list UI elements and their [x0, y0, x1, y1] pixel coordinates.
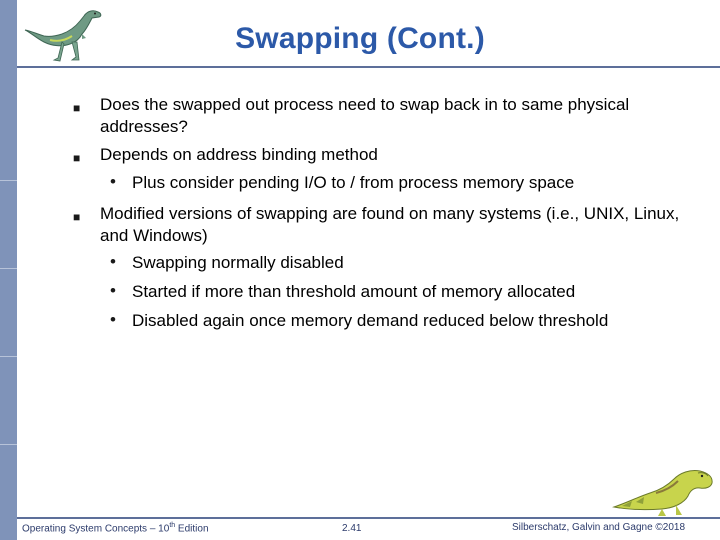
sub-bullet-text: Plus consider pending I/O to / from process memory space — [132, 173, 575, 192]
bullet-item — [73, 144, 680, 166]
sub-bullet-text: Started if more than threshold amount of memory allocated — [132, 282, 576, 301]
square-bullet-icon: ■ — [73, 151, 81, 165]
sub-bullet-item — [110, 252, 692, 274]
slide-title: Swapping (Cont.) — [235, 22, 485, 55]
dot-bullet-icon: • — [110, 252, 116, 271]
sub-bullet-text: Disabled again once memory demand reduced below threshold — [132, 311, 609, 330]
footer-page-number: 2.41 — [342, 523, 362, 534]
dot-bullet-icon: • — [110, 310, 116, 329]
dinosaur-mascot-icon — [612, 463, 716, 517]
footer-book-title: Operating System Concepts – 10th Edition — [22, 522, 209, 535]
bullet-item — [73, 94, 680, 138]
sub-bullet-text: Swapping normally disabled — [132, 253, 344, 272]
square-bullet-icon: ■ — [73, 101, 81, 115]
sub-bullet-item — [110, 281, 692, 303]
bullet-text: Depends on address binding method — [100, 145, 378, 164]
dot-bullet-icon: • — [110, 281, 116, 300]
sub-bullet-item — [110, 310, 692, 332]
bullet-text: Does the swapped out process need to swap back in to same physical addresses? — [100, 95, 630, 136]
bullet-text: Modified versions of swapping are found on many systems (i.e., UNIX, Linux, and Windows) — [100, 204, 680, 245]
footer-copyright: Silberschatz, Galvin and Gagne ©2018 — [512, 522, 686, 533]
dot-bullet-icon: • — [110, 172, 116, 191]
square-bullet-icon: ■ — [73, 210, 81, 224]
sub-bullet-item — [110, 172, 692, 194]
bullet-item — [73, 203, 680, 247]
